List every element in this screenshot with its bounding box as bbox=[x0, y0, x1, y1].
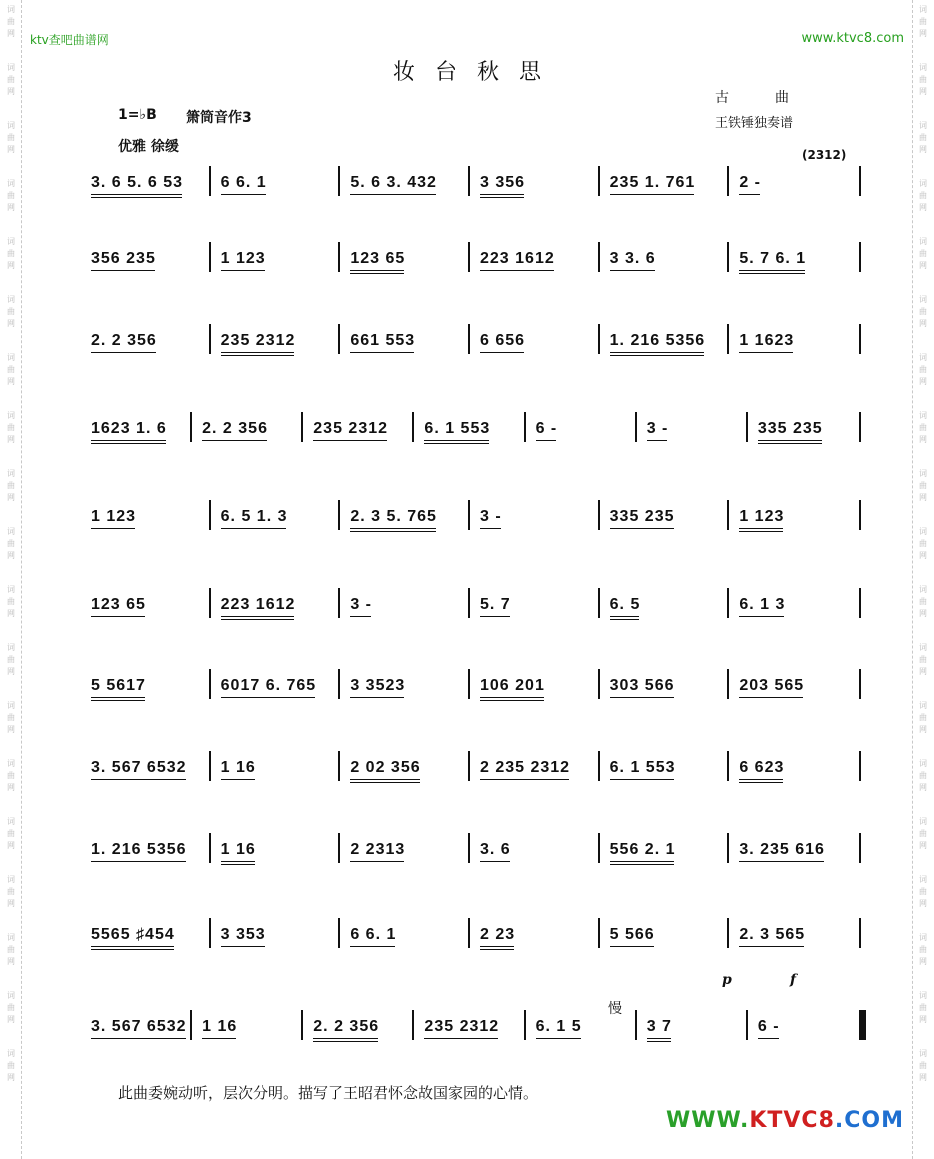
barline bbox=[301, 412, 303, 442]
measure: 6 623 bbox=[739, 759, 785, 776]
watermark-glyph: 词 bbox=[7, 875, 15, 884]
watermark-glyph: 网 bbox=[919, 725, 927, 734]
watermark-glyph: 网 bbox=[7, 145, 15, 154]
staff-end-barline bbox=[859, 166, 861, 196]
watermark-glyph: 曲 bbox=[919, 829, 927, 838]
watermark-glyph: 词 bbox=[7, 701, 15, 710]
watermark-glyph: 网 bbox=[919, 319, 927, 328]
measure: 3 7 bbox=[646, 1018, 672, 1035]
measure: 235 1. 761 bbox=[609, 174, 696, 191]
barline bbox=[727, 833, 729, 863]
watermark-glyph: 曲 bbox=[919, 1061, 927, 1070]
barline bbox=[524, 412, 526, 442]
measure: 6017 6. 765 bbox=[220, 677, 317, 694]
measure: 6. 1 553 bbox=[424, 420, 491, 437]
staff-end-barline bbox=[859, 500, 861, 530]
watermark-glyph: 曲 bbox=[919, 481, 927, 490]
measure: 3 353 bbox=[220, 926, 266, 943]
watermark-glyph: 曲 bbox=[919, 423, 927, 432]
barline bbox=[190, 1010, 192, 1040]
watermark-glyph: 曲 bbox=[7, 307, 15, 316]
watermark-glyph: 词 bbox=[919, 701, 927, 710]
watermark-glyph: 词 bbox=[7, 1049, 15, 1058]
watermark-glyph: 网 bbox=[919, 783, 927, 792]
staff-end-barline bbox=[859, 1010, 866, 1040]
watermark-glyph: 网 bbox=[7, 957, 15, 966]
measure: 1 16 bbox=[202, 1018, 238, 1035]
watermark-glyph: 曲 bbox=[7, 423, 15, 432]
barline bbox=[727, 669, 729, 699]
dynamic-forte: f bbox=[790, 972, 797, 988]
staff-line bbox=[85, 318, 863, 358]
barline bbox=[598, 918, 600, 948]
measure: 1 123 bbox=[739, 508, 785, 525]
watermark-glyph: 网 bbox=[7, 1073, 15, 1082]
measure: 1. 216 5356 bbox=[91, 841, 187, 858]
watermark-glyph: 网 bbox=[919, 493, 927, 502]
watermark-glyph: 网 bbox=[919, 377, 927, 386]
watermark-glyph: 曲 bbox=[7, 945, 15, 954]
key-signature: 1=♭B bbox=[118, 107, 157, 123]
site-url-right[interactable]: www.ktvc8.com bbox=[801, 31, 904, 46]
watermark-glyph: 词 bbox=[7, 179, 15, 188]
measure: 5. 7 6. 1 bbox=[739, 250, 807, 267]
watermark-glyph: 词 bbox=[919, 295, 927, 304]
measure: 2. 2 356 bbox=[313, 1018, 380, 1035]
barline bbox=[598, 669, 600, 699]
footer-description: 此曲委婉动听，层次分明。描写了王昭君怀念故国家园的心情。 bbox=[118, 1084, 539, 1102]
measure: 235 2312 bbox=[313, 420, 389, 437]
score-title: 妆台秋思 bbox=[392, 60, 561, 85]
staff-end-barline bbox=[859, 918, 861, 948]
slow-mark: 慢 bbox=[608, 1001, 622, 1017]
barline bbox=[598, 500, 600, 530]
watermark-glyph: 网 bbox=[919, 203, 927, 212]
watermark-glyph: 曲 bbox=[919, 17, 927, 26]
barline bbox=[338, 751, 340, 781]
dynamic-piano: p bbox=[722, 972, 732, 988]
measure: 3. 6 5. 6 53 bbox=[91, 174, 184, 191]
barline bbox=[598, 833, 600, 863]
watermark-glyph: 词 bbox=[7, 759, 15, 768]
watermark-glyph: 曲 bbox=[919, 771, 927, 780]
watermark-glyph: 词 bbox=[919, 875, 927, 884]
measure: 3 3523 bbox=[350, 677, 406, 694]
barline bbox=[209, 324, 211, 354]
watermark-glyph: 网 bbox=[919, 29, 927, 38]
site-name-left[interactable]: ktv查吧曲谱网 bbox=[30, 33, 109, 47]
barline bbox=[468, 166, 470, 196]
watermark-glyph: 网 bbox=[7, 899, 15, 908]
watermark-glyph: 曲 bbox=[919, 1003, 927, 1012]
staff-line bbox=[85, 160, 863, 200]
left-watermark-column bbox=[0, 4, 22, 1106]
measure: 2 23 bbox=[480, 926, 516, 943]
staff-line bbox=[85, 1004, 863, 1044]
watermark-glyph: 曲 bbox=[7, 713, 15, 722]
staff-end-barline bbox=[859, 412, 861, 442]
watermark-glyph: 曲 bbox=[7, 17, 15, 26]
watermark-glyph: 曲 bbox=[7, 133, 15, 142]
watermark-glyph: 词 bbox=[919, 63, 927, 72]
staff-line bbox=[85, 582, 863, 622]
watermark-glyph: 网 bbox=[919, 435, 927, 444]
measure: 661 553 bbox=[350, 332, 416, 349]
staff-line bbox=[85, 827, 863, 867]
watermark-glyph: 词 bbox=[7, 295, 15, 304]
watermark-glyph: 曲 bbox=[919, 133, 927, 142]
measure: 223 1612 bbox=[480, 250, 555, 267]
barline bbox=[468, 242, 470, 272]
measure: 6. 5 bbox=[609, 596, 641, 613]
barline bbox=[468, 669, 470, 699]
watermark-glyph: 曲 bbox=[919, 713, 927, 722]
watermark-glyph: 词 bbox=[919, 933, 927, 942]
staff-line bbox=[85, 236, 863, 276]
measure: 6 - bbox=[535, 420, 558, 437]
measure: 6 656 bbox=[480, 332, 526, 349]
watermark-glyph: 词 bbox=[7, 237, 15, 246]
measure: 1 123 bbox=[91, 508, 137, 525]
barline bbox=[468, 833, 470, 863]
barline bbox=[598, 242, 600, 272]
watermark-glyph: 网 bbox=[7, 435, 15, 444]
measure: 556 2. 1 bbox=[609, 841, 676, 858]
measure: 2. 2 356 bbox=[202, 420, 268, 437]
watermark-glyph: 曲 bbox=[919, 655, 927, 664]
watermark-glyph: 网 bbox=[7, 1015, 15, 1024]
watermark-glyph: 曲 bbox=[7, 539, 15, 548]
staff-end-barline bbox=[859, 588, 861, 618]
footer-site-logo[interactable] bbox=[666, 1108, 904, 1133]
barline bbox=[301, 1010, 303, 1040]
watermark-glyph: 词 bbox=[7, 585, 15, 594]
barline bbox=[468, 751, 470, 781]
barline bbox=[598, 324, 600, 354]
barline bbox=[338, 918, 340, 948]
measure: 356 235 bbox=[91, 250, 156, 267]
barline bbox=[209, 500, 211, 530]
watermark-glyph: 曲 bbox=[7, 249, 15, 258]
measure: 106 201 bbox=[480, 677, 545, 694]
watermark-glyph: 曲 bbox=[7, 75, 15, 84]
barline bbox=[209, 918, 211, 948]
measure: 3. 235 616 bbox=[739, 841, 825, 858]
watermark-glyph: 网 bbox=[7, 319, 15, 328]
watermark-glyph: 词 bbox=[919, 759, 927, 768]
measure: 3 - bbox=[350, 596, 372, 613]
logo-part-www: WWW. bbox=[665, 1108, 750, 1133]
measure: 123 65 bbox=[91, 596, 146, 613]
watermark-glyph: 网 bbox=[7, 841, 15, 850]
watermark-glyph: 词 bbox=[919, 353, 927, 362]
staff-end-barline bbox=[859, 669, 861, 699]
watermark-glyph: 网 bbox=[7, 377, 15, 386]
measure: 1 123 bbox=[220, 250, 266, 267]
measure: 235 2312 bbox=[424, 1018, 500, 1035]
watermark-glyph: 网 bbox=[919, 261, 927, 270]
measure: 3. 567 6532 bbox=[91, 1018, 187, 1035]
watermark-glyph: 词 bbox=[919, 411, 927, 420]
staff-end-barline bbox=[859, 324, 861, 354]
watermark-glyph: 词 bbox=[919, 237, 927, 246]
measure: 3 - bbox=[646, 420, 669, 437]
measure: 1623 1. 6 bbox=[91, 420, 167, 437]
watermark-glyph: 网 bbox=[919, 87, 927, 96]
watermark-glyph: 词 bbox=[7, 527, 15, 536]
measure: 2 235 2312 bbox=[480, 759, 571, 776]
barline bbox=[468, 500, 470, 530]
watermark-glyph: 词 bbox=[7, 63, 15, 72]
watermark-glyph: 曲 bbox=[7, 771, 15, 780]
watermark-glyph: 网 bbox=[919, 899, 927, 908]
measure: 6. 1 3 bbox=[739, 596, 786, 613]
watermark-glyph: 曲 bbox=[919, 75, 927, 84]
measure: 335 235 bbox=[757, 420, 823, 437]
measure: 3 356 bbox=[480, 174, 526, 191]
watermark-glyph: 网 bbox=[7, 87, 15, 96]
watermark-glyph: 曲 bbox=[7, 597, 15, 606]
watermark-glyph: 曲 bbox=[919, 249, 927, 258]
barline bbox=[338, 242, 340, 272]
measure: 3 - bbox=[480, 508, 502, 525]
barline bbox=[727, 588, 729, 618]
watermark-glyph: 曲 bbox=[7, 191, 15, 200]
barline bbox=[209, 588, 211, 618]
watermark-glyph: 曲 bbox=[7, 1061, 15, 1070]
staff-end-barline bbox=[859, 242, 861, 272]
barline bbox=[598, 166, 600, 196]
watermark-glyph: 词 bbox=[919, 121, 927, 130]
measure: 6. 5 1. 3 bbox=[220, 508, 288, 525]
watermark-glyph: 曲 bbox=[919, 597, 927, 606]
watermark-glyph: 词 bbox=[919, 179, 927, 188]
barline bbox=[338, 588, 340, 618]
watermark-glyph: 曲 bbox=[919, 539, 927, 548]
barline bbox=[727, 166, 729, 196]
barline bbox=[338, 500, 340, 530]
measure: 2 - bbox=[739, 174, 761, 191]
measure: 235 2312 bbox=[220, 332, 296, 349]
watermark-glyph: 词 bbox=[919, 585, 927, 594]
watermark-glyph: 词 bbox=[919, 527, 927, 536]
barline bbox=[524, 1010, 526, 1040]
watermark-glyph: 词 bbox=[7, 469, 15, 478]
watermark-glyph: 曲 bbox=[7, 365, 15, 374]
watermark-glyph: 词 bbox=[7, 5, 15, 14]
barline bbox=[727, 500, 729, 530]
measure: 1 16 bbox=[220, 759, 256, 776]
measure: 203 565 bbox=[739, 677, 805, 694]
watermark-glyph: 网 bbox=[919, 609, 927, 618]
measure: 2 02 356 bbox=[350, 759, 421, 776]
barline bbox=[209, 242, 211, 272]
watermark-glyph: 网 bbox=[919, 145, 927, 154]
staff-line bbox=[85, 663, 863, 703]
watermark-glyph: 网 bbox=[919, 957, 927, 966]
watermark-glyph: 词 bbox=[7, 353, 15, 362]
origin-label: 古曲 bbox=[715, 90, 835, 106]
measure: 5565 ♯454 bbox=[91, 926, 175, 943]
watermark-glyph: 词 bbox=[919, 5, 927, 14]
watermark-glyph: 网 bbox=[919, 1073, 927, 1082]
barline bbox=[727, 324, 729, 354]
flute-fingering: 箫筒音作3 bbox=[186, 110, 252, 126]
watermark-glyph: 网 bbox=[919, 1015, 927, 1024]
watermark-glyph: 网 bbox=[919, 841, 927, 850]
measure: 3. 6 bbox=[480, 841, 511, 858]
barline bbox=[190, 412, 192, 442]
watermark-glyph: 词 bbox=[919, 1049, 927, 1058]
barline bbox=[338, 166, 340, 196]
watermark-glyph: 网 bbox=[7, 783, 15, 792]
watermark-glyph: 词 bbox=[7, 643, 15, 652]
staff-line bbox=[85, 912, 863, 952]
barline bbox=[209, 669, 211, 699]
measure: 335 235 bbox=[609, 508, 675, 525]
right-watermark-column bbox=[912, 4, 934, 1106]
barline bbox=[598, 751, 600, 781]
transcriber-label: 王铁锤独奏谱 bbox=[715, 116, 794, 131]
measure: 123 65 bbox=[350, 250, 406, 267]
measure: 6 - bbox=[757, 1018, 780, 1035]
watermark-glyph: 曲 bbox=[7, 655, 15, 664]
watermark-glyph: 词 bbox=[7, 817, 15, 826]
measure: 6. 1 5 bbox=[535, 1018, 582, 1035]
measure: 3 3. 6 bbox=[609, 250, 656, 267]
barline bbox=[338, 669, 340, 699]
barline bbox=[598, 588, 600, 618]
barline bbox=[209, 751, 211, 781]
watermark-glyph: 曲 bbox=[7, 481, 15, 490]
barline bbox=[727, 918, 729, 948]
watermark-glyph: 词 bbox=[7, 933, 15, 942]
staff-end-barline bbox=[859, 751, 861, 781]
logo-part-ktvc8: KTVC8 bbox=[749, 1108, 835, 1133]
measure: 5. 6 3. 432 bbox=[350, 174, 437, 191]
measure: 2. 3 5. 765 bbox=[350, 508, 437, 525]
watermark-glyph: 曲 bbox=[919, 365, 927, 374]
barline bbox=[412, 1010, 414, 1040]
watermark-glyph: 网 bbox=[7, 493, 15, 502]
watermark-glyph: 网 bbox=[919, 551, 927, 560]
staff-end-barline bbox=[859, 833, 861, 863]
pickup-note: (2312) bbox=[802, 148, 847, 162]
watermark-glyph: 曲 bbox=[7, 1003, 15, 1012]
watermark-glyph: 网 bbox=[7, 609, 15, 618]
watermark-glyph: 词 bbox=[7, 121, 15, 130]
watermark-glyph: 曲 bbox=[919, 307, 927, 316]
watermark-glyph: 曲 bbox=[919, 191, 927, 200]
watermark-glyph: 网 bbox=[7, 551, 15, 560]
tempo-marking: 优雅 徐缓 bbox=[118, 139, 179, 155]
watermark-glyph: 词 bbox=[919, 817, 927, 826]
watermark-glyph: 词 bbox=[919, 643, 927, 652]
barline bbox=[727, 242, 729, 272]
measure: 223 1612 bbox=[220, 596, 296, 613]
watermark-glyph: 网 bbox=[7, 261, 15, 270]
logo-part-com: .COM bbox=[834, 1108, 904, 1133]
barline bbox=[727, 751, 729, 781]
measure: 2 2313 bbox=[350, 841, 406, 858]
barline bbox=[468, 324, 470, 354]
measure: 1 1623 bbox=[739, 332, 795, 349]
measure: 303 566 bbox=[609, 677, 675, 694]
measure: 5 566 bbox=[609, 926, 655, 943]
measure: 3. 567 6532 bbox=[91, 759, 187, 776]
staff-line bbox=[85, 745, 863, 785]
watermark-glyph: 曲 bbox=[919, 945, 927, 954]
measure: 6 6. 1 bbox=[350, 926, 397, 943]
watermark-glyph: 曲 bbox=[7, 829, 15, 838]
barline bbox=[746, 412, 748, 442]
measure: 5. 7 bbox=[480, 596, 511, 613]
barline bbox=[412, 412, 414, 442]
barline bbox=[209, 166, 211, 196]
watermark-glyph: 网 bbox=[7, 725, 15, 734]
measure: 1 16 bbox=[220, 841, 256, 858]
watermark-glyph: 词 bbox=[7, 411, 15, 420]
measure: 1. 216 5356 bbox=[609, 332, 706, 349]
staff-line bbox=[85, 494, 863, 534]
watermark-glyph: 网 bbox=[7, 29, 15, 38]
measure: 5 5617 bbox=[91, 677, 146, 694]
measure: 2. 3 565 bbox=[739, 926, 806, 943]
watermark-glyph: 网 bbox=[7, 203, 15, 212]
watermark-glyph: 网 bbox=[7, 667, 15, 676]
watermark-glyph: 词 bbox=[919, 991, 927, 1000]
barline bbox=[338, 833, 340, 863]
watermark-glyph: 词 bbox=[7, 991, 15, 1000]
barline bbox=[209, 833, 211, 863]
measure: 6 6. 1 bbox=[220, 174, 267, 191]
watermark-glyph: 曲 bbox=[919, 887, 927, 896]
barline bbox=[338, 324, 340, 354]
barline bbox=[635, 412, 637, 442]
watermark-glyph: 网 bbox=[919, 667, 927, 676]
watermark-glyph: 词 bbox=[919, 469, 927, 478]
barline bbox=[746, 1010, 748, 1040]
measure: 2. 2 356 bbox=[91, 332, 157, 349]
barline bbox=[635, 1010, 637, 1040]
barline bbox=[468, 918, 470, 948]
barline bbox=[468, 588, 470, 618]
measure: 6. 1 553 bbox=[609, 759, 676, 776]
staff-line bbox=[85, 406, 863, 446]
watermark-glyph: 曲 bbox=[7, 887, 15, 896]
